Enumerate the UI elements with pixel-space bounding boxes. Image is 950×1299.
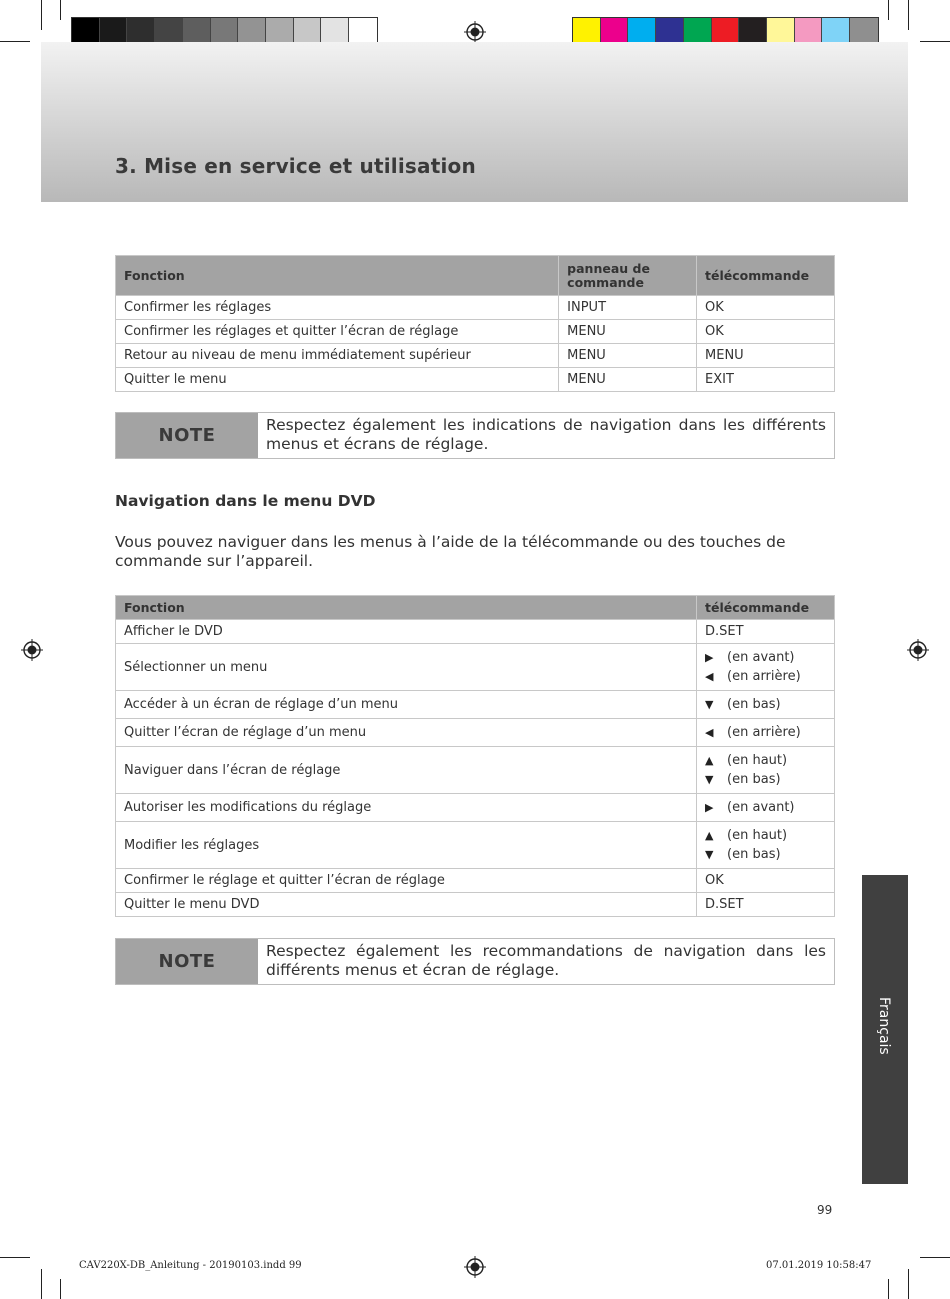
remote-cell: MENU <box>697 344 835 368</box>
color-swatch <box>155 18 183 44</box>
color-swatch <box>712 18 740 44</box>
intro-paragraph: Vous pouvez naviguer dans les menus à l’aide de la télécommande ou des touches de commande sur l’appareil. <box>115 533 786 570</box>
crop-mark <box>0 1257 30 1258</box>
color-swatch <box>183 18 211 44</box>
column-header: panneau de commande <box>559 256 697 296</box>
function-cell: Quitter le menu <box>116 368 559 392</box>
arrow-instruction <box>705 695 826 714</box>
footer-filename: CAV220X-DB_Anleitung - 20190103.indd 99 <box>79 1260 302 1271</box>
remote-cell: OK <box>697 320 835 344</box>
direction-label: (en bas) <box>727 772 781 787</box>
color-swatch <box>211 18 239 44</box>
function-cell: Confirmer les réglages <box>116 296 559 320</box>
note-box <box>115 412 835 459</box>
function-cell: Quitter l’écran de réglage d’un menu <box>116 719 697 747</box>
table-row <box>116 644 835 691</box>
column-header: Fonction <box>116 596 697 620</box>
table-row <box>116 296 835 320</box>
color-swatch <box>684 18 712 44</box>
table-row <box>116 620 835 644</box>
arrow-instruction <box>705 798 826 817</box>
right-arrow-icon: ▶ <box>705 651 714 664</box>
left-arrow-icon: ◀ <box>705 670 714 683</box>
table-row <box>116 368 835 392</box>
function-cell: Retour au niveau de menu immédiatement supérieur <box>116 344 559 368</box>
function-cell: Accéder à un écran de réglage d’un menu <box>116 691 697 719</box>
color-swatch <box>266 18 294 44</box>
page-number: 99 <box>817 1203 833 1217</box>
right-arrow-icon: ▶ <box>705 801 714 814</box>
crop-mark <box>908 0 909 30</box>
color-swatch <box>573 18 601 44</box>
direction-label: (en bas) <box>727 847 781 862</box>
color-swatch <box>822 18 850 44</box>
up-arrow-icon: ▲ <box>705 829 714 842</box>
color-swatch <box>127 18 155 44</box>
color-swatch <box>601 18 629 44</box>
remote-cell: EXIT <box>697 368 835 392</box>
note-label: NOTE <box>116 413 258 458</box>
crop-mark <box>41 1269 42 1299</box>
table-row <box>116 320 835 344</box>
registration-mark-icon <box>464 1256 486 1278</box>
controls-table <box>115 255 835 392</box>
registration-mark-icon <box>21 639 43 661</box>
remote-cell: D.SET <box>697 620 835 644</box>
table-row <box>116 747 835 794</box>
color-swatch <box>767 18 795 44</box>
color-swatch <box>321 18 349 44</box>
down-arrow-icon: ▼ <box>705 773 714 786</box>
note-label: NOTE <box>116 939 258 984</box>
function-cell: Autoriser les modifications du réglage <box>116 794 697 822</box>
color-swatch <box>628 18 656 44</box>
registration-mark-icon <box>464 21 486 43</box>
section-subheading: Navigation dans le menu DVD <box>115 492 376 510</box>
panel-cell: MENU <box>559 320 697 344</box>
remote-cell <box>697 719 835 747</box>
color-swatch <box>850 18 878 44</box>
arrow-instruction <box>705 770 826 789</box>
table-row <box>116 719 835 747</box>
table-row <box>116 794 835 822</box>
arrow-instruction <box>705 751 826 770</box>
panel-cell: MENU <box>559 368 697 392</box>
arrow-instruction <box>705 845 826 864</box>
column-header: Fonction <box>116 256 559 296</box>
header-band <box>41 42 908 202</box>
color-swatch <box>294 18 322 44</box>
table-row <box>116 822 835 869</box>
remote-cell <box>697 644 835 691</box>
remote-cell: D.SET <box>697 893 835 917</box>
function-cell: Sélectionner un menu <box>116 644 697 691</box>
arrow-instruction <box>705 723 826 742</box>
registration-mark-icon <box>907 639 929 661</box>
crop-mark <box>0 41 30 42</box>
color-swatch <box>656 18 684 44</box>
crop-mark <box>60 1279 61 1299</box>
table-row <box>116 344 835 368</box>
column-header: télécommande <box>697 256 835 296</box>
column-header: télécommande <box>697 596 835 620</box>
note-text: Respectez également les indications de navigation dans les différents menus et écrans de réglage. <box>266 416 826 453</box>
crop-mark <box>888 1279 889 1299</box>
color-swatch <box>349 18 377 44</box>
crop-mark <box>908 1269 909 1299</box>
function-cell: Afficher le DVD <box>116 620 697 644</box>
direction-label: (en arrière) <box>727 669 801 684</box>
function-cell: Confirmer les réglages et quitter l’écran de réglage <box>116 320 559 344</box>
color-swatch <box>72 18 100 44</box>
crop-mark <box>888 0 889 20</box>
note-text: Respectez également les recommandations de navigation dans les différents menus et écran de réglage. <box>266 942 826 979</box>
direction-label: (en arrière) <box>727 725 801 740</box>
footer-timestamp: 07.01.2019 10:58:47 <box>766 1260 872 1271</box>
function-cell: Confirmer le réglage et quitter l’écran de réglage <box>116 869 697 893</box>
crop-mark <box>920 41 950 42</box>
direction-label: (en haut) <box>727 753 788 768</box>
crop-mark <box>920 1257 950 1258</box>
table-row <box>116 869 835 893</box>
direction-label: (en avant) <box>727 650 795 665</box>
color-swatch <box>100 18 128 44</box>
left-arrow-icon: ◀ <box>705 726 714 739</box>
crop-mark <box>41 0 42 30</box>
function-cell: Naviguer dans l’écran de réglage <box>116 747 697 794</box>
section-title: 3. Mise en service et utilisation <box>115 154 476 178</box>
direction-label: (en haut) <box>727 828 788 843</box>
table-row <box>116 893 835 917</box>
remote-cell <box>697 794 835 822</box>
arrow-instruction <box>705 826 826 845</box>
grayscale-bar <box>71 17 378 45</box>
note-box <box>115 938 835 985</box>
down-arrow-icon: ▼ <box>705 848 714 861</box>
remote-cell <box>697 747 835 794</box>
table-row <box>116 691 835 719</box>
remote-cell <box>697 691 835 719</box>
remote-cell <box>697 822 835 869</box>
color-swatch <box>739 18 767 44</box>
direction-label: (en bas) <box>727 697 781 712</box>
function-cell: Quitter le menu DVD <box>116 893 697 917</box>
down-arrow-icon: ▼ <box>705 698 714 711</box>
language-tab-label: Français <box>876 997 892 1055</box>
remote-cell: OK <box>697 869 835 893</box>
dvd-navigation-table <box>115 595 835 917</box>
arrow-instruction <box>705 648 826 667</box>
panel-cell: INPUT <box>559 296 697 320</box>
crop-mark <box>60 0 61 20</box>
arrow-instruction <box>705 667 826 686</box>
color-bar <box>572 17 879 45</box>
up-arrow-icon: ▲ <box>705 754 714 767</box>
color-swatch <box>238 18 266 44</box>
remote-cell: OK <box>697 296 835 320</box>
direction-label: (en avant) <box>727 800 795 815</box>
color-swatch <box>795 18 823 44</box>
panel-cell: MENU <box>559 344 697 368</box>
function-cell: Modifier les réglages <box>116 822 697 869</box>
